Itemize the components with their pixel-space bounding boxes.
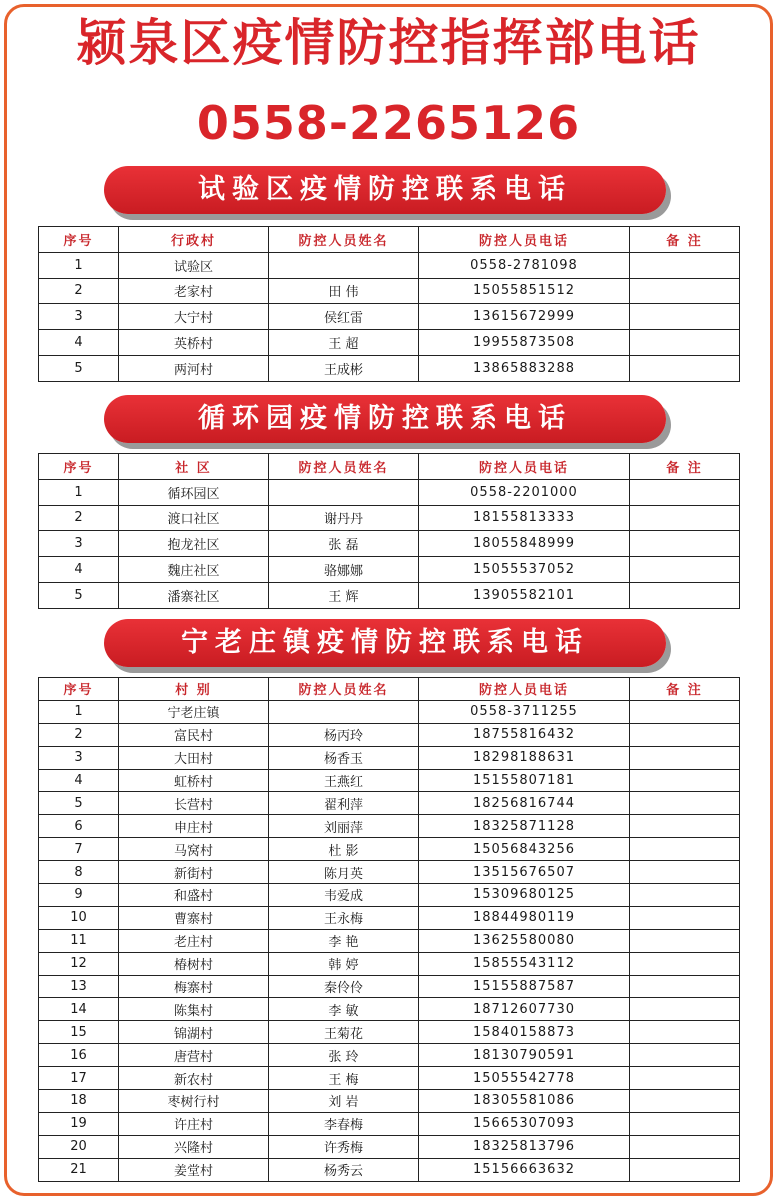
remark-cell — [630, 700, 740, 723]
village-cell: 潘寨社区 — [119, 582, 269, 608]
phone-cell: 18325871128 — [419, 815, 630, 838]
table-row — [39, 304, 740, 330]
remark-cell — [630, 304, 740, 330]
phone-cell: 18305581086 — [419, 1090, 630, 1113]
serial-cell: 18 — [39, 1090, 119, 1113]
table-row — [39, 1021, 740, 1044]
phone-cell: 18325813796 — [419, 1135, 630, 1158]
remark-cell — [630, 975, 740, 998]
village-cell: 兴隆村 — [119, 1135, 269, 1158]
table-row — [39, 746, 740, 769]
phone-cell: 0558-2781098 — [419, 252, 630, 278]
contact-table-shiyanqu — [38, 226, 740, 382]
village-cell: 试验区 — [119, 252, 269, 278]
phone-cell: 15855543112 — [419, 952, 630, 975]
phone-cell: 0558-2201000 — [419, 479, 630, 505]
serial-cell: 1 — [39, 479, 119, 505]
serial-cell: 1 — [39, 700, 119, 723]
remark-cell — [630, 838, 740, 861]
serial-cell: 2 — [39, 723, 119, 746]
table-row — [39, 531, 740, 557]
staff-name-cell: 王永梅 — [269, 906, 419, 929]
phone-cell: 15840158873 — [419, 1021, 630, 1044]
village-cell: 和盛村 — [119, 884, 269, 907]
serial-cell: 21 — [39, 1158, 119, 1181]
phone-cell: 15055851512 — [419, 278, 630, 304]
staff-name-cell: 王成彬 — [269, 355, 419, 381]
staff-name-cell: 杜 影 — [269, 838, 419, 861]
village-cell: 大宁村 — [119, 304, 269, 330]
remark-cell — [630, 929, 740, 952]
phone-cell: 18055848999 — [419, 531, 630, 557]
remark-cell — [630, 531, 740, 557]
village-cell: 富民村 — [119, 723, 269, 746]
remark-cell — [630, 278, 740, 304]
table-row — [39, 906, 740, 929]
serial-cell: 10 — [39, 906, 119, 929]
phone-cell: 18130790591 — [419, 1044, 630, 1067]
table-row — [39, 723, 740, 746]
header-village: 村 别 — [119, 678, 269, 701]
village-cell: 虹桥村 — [119, 769, 269, 792]
village-cell: 两河村 — [119, 355, 269, 381]
header-phone: 防控人员电话 — [419, 454, 630, 480]
table-row — [39, 1090, 740, 1113]
serial-cell: 4 — [39, 330, 119, 356]
phone-cell: 15156663632 — [419, 1158, 630, 1181]
table-row — [39, 479, 740, 505]
serial-cell: 3 — [39, 304, 119, 330]
remark-cell — [630, 582, 740, 608]
village-cell: 老庄村 — [119, 929, 269, 952]
staff-name-cell: 王 辉 — [269, 582, 419, 608]
remark-cell — [630, 1135, 740, 1158]
table-row — [39, 700, 740, 723]
serial-cell: 4 — [39, 769, 119, 792]
village-cell: 循环园区 — [119, 479, 269, 505]
remark-cell — [630, 769, 740, 792]
table-row — [39, 557, 740, 583]
staff-name-cell: 王燕红 — [269, 769, 419, 792]
table-row — [39, 252, 740, 278]
village-cell: 长营村 — [119, 792, 269, 815]
section-banner-shiyanqu: 试验区疫情防控联系电话 — [104, 166, 666, 214]
table-row — [39, 355, 740, 381]
staff-name-cell — [269, 479, 419, 505]
serial-cell: 12 — [39, 952, 119, 975]
contact-table-ninglaozhuang — [38, 677, 740, 1182]
remark-cell — [630, 1158, 740, 1181]
table-row — [39, 505, 740, 531]
phone-cell: 13865883288 — [419, 355, 630, 381]
header-serial: 序号 — [39, 454, 119, 480]
staff-name-cell: 谢丹丹 — [269, 505, 419, 531]
header-remark: 备 注 — [630, 454, 740, 480]
staff-name-cell — [269, 252, 419, 278]
staff-name-cell: 骆娜娜 — [269, 557, 419, 583]
staff-name-cell: 秦伶伶 — [269, 975, 419, 998]
staff-name-cell: 杨秀云 — [269, 1158, 419, 1181]
serial-cell: 19 — [39, 1112, 119, 1135]
phone-cell: 13905582101 — [419, 582, 630, 608]
remark-cell — [630, 792, 740, 815]
table-row — [39, 1135, 740, 1158]
serial-cell: 15 — [39, 1021, 119, 1044]
remark-cell — [630, 1112, 740, 1135]
staff-name-cell: 王 超 — [269, 330, 419, 356]
header-serial: 序号 — [39, 678, 119, 701]
village-cell: 老家村 — [119, 278, 269, 304]
village-cell: 枣树行村 — [119, 1090, 269, 1113]
remark-cell — [630, 861, 740, 884]
phone-cell: 18155813333 — [419, 505, 630, 531]
serial-cell: 13 — [39, 975, 119, 998]
serial-cell: 17 — [39, 1067, 119, 1090]
phone-cell: 15155887587 — [419, 975, 630, 998]
village-cell: 大田村 — [119, 746, 269, 769]
serial-cell: 3 — [39, 531, 119, 557]
phone-cell: 15665307093 — [419, 1112, 630, 1135]
village-cell: 唐营村 — [119, 1044, 269, 1067]
header-remark: 备 注 — [630, 227, 740, 253]
table-header-row — [39, 454, 740, 480]
remark-cell — [630, 815, 740, 838]
serial-cell: 16 — [39, 1044, 119, 1067]
remark-cell — [630, 252, 740, 278]
phone-cell: 18755816432 — [419, 723, 630, 746]
staff-name-cell: 王 梅 — [269, 1067, 419, 1090]
phone-cell: 13625580080 — [419, 929, 630, 952]
staff-name-cell: 刘丽萍 — [269, 815, 419, 838]
remark-cell — [630, 330, 740, 356]
phone-cell: 13515676507 — [419, 861, 630, 884]
remark-cell — [630, 1021, 740, 1044]
table-row — [39, 838, 740, 861]
serial-cell: 5 — [39, 792, 119, 815]
header-village: 社 区 — [119, 454, 269, 480]
table-header-row — [39, 227, 740, 253]
table-row — [39, 929, 740, 952]
staff-name-cell: 李 敏 — [269, 998, 419, 1021]
phone-cell: 0558-3711255 — [419, 700, 630, 723]
serial-cell: 5 — [39, 582, 119, 608]
village-cell: 抱龙社区 — [119, 531, 269, 557]
remark-cell — [630, 557, 740, 583]
serial-cell: 2 — [39, 505, 119, 531]
remark-cell — [630, 1044, 740, 1067]
table-row — [39, 278, 740, 304]
header-village: 行政村 — [119, 227, 269, 253]
contact-table-xunhuanyuan — [38, 453, 740, 609]
table-row — [39, 792, 740, 815]
phone-cell: 18712607730 — [419, 998, 630, 1021]
serial-cell: 7 — [39, 838, 119, 861]
staff-name-cell: 翟利萍 — [269, 792, 419, 815]
staff-name-cell: 侯红雷 — [269, 304, 419, 330]
header-remark: 备 注 — [630, 678, 740, 701]
remark-cell — [630, 355, 740, 381]
staff-name-cell: 李 艳 — [269, 929, 419, 952]
remark-cell — [630, 1067, 740, 1090]
village-cell: 新农村 — [119, 1067, 269, 1090]
phone-cell: 18844980119 — [419, 906, 630, 929]
header-serial: 序号 — [39, 227, 119, 253]
serial-cell: 5 — [39, 355, 119, 381]
remark-cell — [630, 1090, 740, 1113]
table-header-row — [39, 678, 740, 701]
serial-cell: 8 — [39, 861, 119, 884]
page-title: 颍泉区疫情防控指挥部电话 — [76, 14, 701, 72]
serial-cell: 4 — [39, 557, 119, 583]
staff-name-cell — [269, 700, 419, 723]
table-row — [39, 1044, 740, 1067]
table-row — [39, 582, 740, 608]
village-cell: 锦湖村 — [119, 1021, 269, 1044]
remark-cell — [630, 746, 740, 769]
header-staff-name: 防控人员姓名 — [269, 227, 419, 253]
village-cell: 新街村 — [119, 861, 269, 884]
serial-cell: 20 — [39, 1135, 119, 1158]
table-row — [39, 975, 740, 998]
serial-cell: 14 — [39, 998, 119, 1021]
header-phone: 防控人员电话 — [419, 227, 630, 253]
section-banner-xunhuanyuan: 循环园疫情防控联系电话 — [104, 395, 666, 443]
staff-name-cell: 田 伟 — [269, 278, 419, 304]
remark-cell — [630, 884, 740, 907]
serial-cell: 2 — [39, 278, 119, 304]
section-banner-ninglaozhuang: 宁老庄镇疫情防控联系电话 — [104, 619, 666, 667]
staff-name-cell: 刘 岩 — [269, 1090, 419, 1113]
remark-cell — [630, 952, 740, 975]
hotline-phone: 0558-2265126 — [196, 96, 581, 150]
phone-cell: 15056843256 — [419, 838, 630, 861]
header-phone: 防控人员电话 — [419, 678, 630, 701]
phone-cell: 15055542778 — [419, 1067, 630, 1090]
phone-cell: 15055537052 — [419, 557, 630, 583]
village-cell: 申庄村 — [119, 815, 269, 838]
table-row — [39, 998, 740, 1021]
village-cell: 许庄村 — [119, 1112, 269, 1135]
table-row — [39, 1158, 740, 1181]
remark-cell — [630, 505, 740, 531]
village-cell: 梅寨村 — [119, 975, 269, 998]
remark-cell — [630, 998, 740, 1021]
phone-cell: 18298188631 — [419, 746, 630, 769]
table-row — [39, 861, 740, 884]
phone-cell: 15309680125 — [419, 884, 630, 907]
table-row — [39, 815, 740, 838]
serial-cell: 1 — [39, 252, 119, 278]
village-cell: 英桥村 — [119, 330, 269, 356]
serial-cell: 11 — [39, 929, 119, 952]
village-cell: 魏庄社区 — [119, 557, 269, 583]
remark-cell — [630, 723, 740, 746]
serial-cell: 3 — [39, 746, 119, 769]
village-cell: 宁老庄镇 — [119, 700, 269, 723]
staff-name-cell: 张 磊 — [269, 531, 419, 557]
remark-cell — [630, 479, 740, 505]
phone-cell: 19955873508 — [419, 330, 630, 356]
village-cell: 姜堂村 — [119, 1158, 269, 1181]
village-cell: 渡口社区 — [119, 505, 269, 531]
staff-name-cell: 张 玲 — [269, 1044, 419, 1067]
staff-name-cell: 杨丙玲 — [269, 723, 419, 746]
village-cell: 椿树村 — [119, 952, 269, 975]
serial-cell: 6 — [39, 815, 119, 838]
table-row — [39, 952, 740, 975]
staff-name-cell: 韦爱成 — [269, 884, 419, 907]
table-row — [39, 884, 740, 907]
staff-name-cell: 杨香玉 — [269, 746, 419, 769]
table-row — [39, 769, 740, 792]
phone-cell: 15155807181 — [419, 769, 630, 792]
village-cell: 陈集村 — [119, 998, 269, 1021]
serial-cell: 9 — [39, 884, 119, 907]
header-staff-name: 防控人员姓名 — [269, 454, 419, 480]
table-row — [39, 1067, 740, 1090]
remark-cell — [630, 906, 740, 929]
staff-name-cell: 王菊花 — [269, 1021, 419, 1044]
phone-cell: 18256816744 — [419, 792, 630, 815]
table-row — [39, 330, 740, 356]
staff-name-cell: 李春梅 — [269, 1112, 419, 1135]
village-cell: 曹寨村 — [119, 906, 269, 929]
staff-name-cell: 韩 婷 — [269, 952, 419, 975]
staff-name-cell: 陈月英 — [269, 861, 419, 884]
table-row — [39, 1112, 740, 1135]
staff-name-cell: 许秀梅 — [269, 1135, 419, 1158]
header-staff-name: 防控人员姓名 — [269, 678, 419, 701]
village-cell: 马窝村 — [119, 838, 269, 861]
phone-cell: 13615672999 — [419, 304, 630, 330]
